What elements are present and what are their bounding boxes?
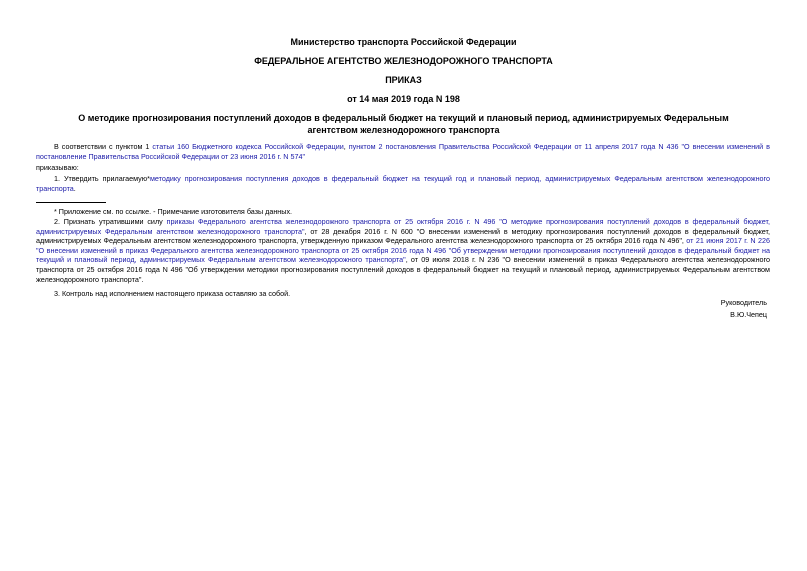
order-226-link[interactable]: от 21 июня 2017 г. N 226 "О внесении изменений в приказ Федерального агентства железнодорожного транспорта от 25 октября 2016 года N 496 "Об утверждении методики прогнозирования поступлений доходов в федеральный бюджет на текущий и плановый период, администрируемых Федеральным агентством железнодорожного транспорта" [36,236,770,265]
item-1-text-2: . [73,183,76,193]
orders-496-link[interactable]: приказы Федерального агентства железнодорожного транспорта от 25 октября 2016 г. N 496 "О методике прогнозирования поступлений доходов в федеральный бюджет, администрируемых Федеральным агентством железнодорожного транспорта" [36,217,770,236]
date-number-heading: от 14 мая 2019 года N 198 [347,94,460,104]
methodology-link[interactable]: методику прогнозирования поступления доходов в федеральный бюджет на текущий год и плановый период, администрируемых Федеральным агентством железнодорожного транспорта [36,174,770,193]
doc-type-heading: ПРИКАЗ [385,75,422,85]
budget-code-link[interactable]: статьи 160 Бюджетного кодекса Российской Федерации [152,142,344,151]
agency-heading: ФЕДЕРАЛЬНОЕ АГЕНТСТВО ЖЕЛЕЗНОДОРОЖНОГО ТРАНСПОРТА [254,56,553,66]
preamble-paragraph [36,142,770,161]
item-2-text-3: , от 09 июля 2018 г. N 236 "О внесении изменений в приказ Федерального агентства железнодорожного транспорта от 25 октября 2016 года N 496 "Об утверждении методики прогнозирования поступлений доходов в федеральный бюджет на текущий и плановый период, администрируемых Федеральным агентством железнодорожного транспорта". [36,255,770,284]
item-2-paragraph [36,217,770,284]
signature-name: В.Ю.Чепец [730,310,767,319]
item-2-text-1: 2. Признать утратившими силу [54,217,167,226]
preamble-text-1: В соответствии с пунктом 1 [54,142,153,151]
document-title: О методике прогнозирования поступлений доходов в федеральный бюджет на текущий и плановый период, администрируемых Федеральным агентством железнодорожного транспорта [78,113,729,135]
government-decree-link[interactable]: пунктом 2 постановления Правительства Российской Федерации от 11 апреля 2017 года N 436 "О внесении изменений в постановление Правительства Российской Федерации от 23 июня 2016 г. N 574" [36,142,771,161]
order-word: приказываю: [36,163,79,172]
item-1-text-1: 1. Утвердить прилагаемую* [54,174,150,183]
item-1-paragraph [36,174,770,193]
footnote-separator [36,202,106,203]
preamble-text-2: , [343,142,349,151]
signature-role: Руководитель [720,298,767,307]
item-2-text-2: , от 28 декабря 2016 г. N 600 "О внесении изменений в методику прогнозирования поступлений доходов в федеральный бюджет, администрируемых Федеральным агентством железнодорожного транспорта, утвержденную приказом Федерального агентства железнодорожного транспорта от 25 октября 2016 года N 496", [36,226,771,246]
ministry-heading: Министерство транспорта Российской Федерации [290,37,517,47]
footnote: * Приложение см. по ссылке. - Примечание изготовителя базы данных. [54,207,293,216]
item-3-paragraph: 3. Контроль над исполнением настоящего приказа оставляю за собой. [54,289,291,298]
